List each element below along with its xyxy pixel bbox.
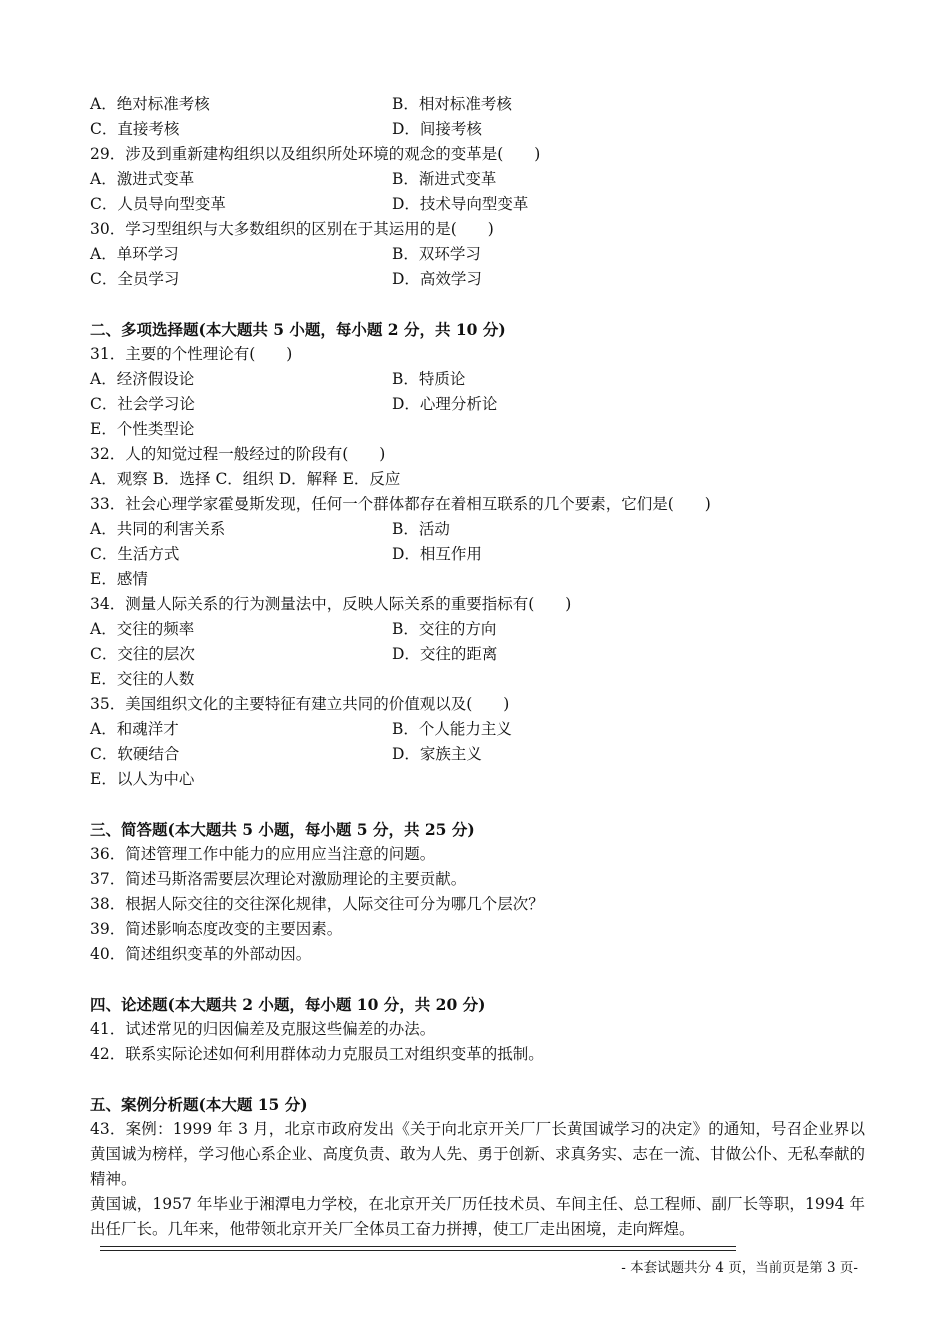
q32-options: A．观察 B．选择 C．组织 D．解释 E．反应 (90, 470, 401, 488)
option-d: D．交往的距离 (392, 645, 498, 663)
option-e: E．感情 (90, 570, 148, 588)
q39-question: 39．简述影响态度改变的主要因素。 (90, 920, 343, 938)
q30-options-row-1 (90, 242, 865, 267)
q31-stem: 31．主要的个性理论有( ) (90, 345, 293, 363)
option-a: A．激进式变革 (90, 170, 195, 188)
q35-options-row-1 (90, 717, 865, 742)
option-c: C．人员导向型变革 (90, 195, 226, 213)
option-a: A．交往的频率 (90, 620, 195, 638)
q35-stem: 35．美国组织文化的主要特征有建立共同的价值观以及( ) (90, 695, 510, 713)
q33-stem: 33．社会心理学家霍曼斯发现，任何一个群体都存在着相互联系的几个要素，它们是( ) (90, 495, 711, 513)
option-b: B．活动 (392, 520, 450, 538)
q34-stem: 34．测量人际关系的行为测量法中，反映人际关系的重要指标有( ) (90, 595, 572, 613)
q35-options-row-2 (90, 742, 865, 767)
footer-divider (100, 1246, 736, 1251)
q41-question: 41．试述常见的归因偏差及克服这些偏差的办法。 (90, 1020, 436, 1038)
q42-question: 42．联系实际论述如何利用群体动力克服员工对组织变革的抵制。 (90, 1045, 544, 1063)
q27-options-row-2 (90, 117, 865, 142)
spacer (90, 792, 865, 817)
q33-options-row-1 (90, 517, 865, 542)
section-5-heading: 五、案例分析题(本大题 15 分) (90, 1095, 308, 1114)
option-d: D．高效学习 (392, 270, 482, 288)
option-a: A．共同的利害关系 (90, 520, 226, 538)
option-d: D．相互作用 (392, 545, 482, 563)
q40-question: 40．简述组织变革的外部动因。 (90, 945, 312, 963)
option-e: E．以人为中心 (90, 770, 195, 788)
case-paragraph-2: 黄国诚，1957 年毕业于湘潭电力学校，在北京开关厂历任技术员、车间主任、总工程师、副厂长等职，1994 年出任厂长。几年来，他带领北京开关厂全体员工奋力拼搏，使工厂走出困境，走向辉煌。 (90, 1195, 865, 1238)
option-b: B．特质论 (392, 370, 466, 388)
spacer (90, 1067, 865, 1092)
option-a: A．和魂洋才 (90, 720, 179, 738)
option-e: E．交往的人数 (90, 670, 195, 688)
option-c: C．生活方式 (90, 545, 180, 563)
q37-question: 37．简述马斯洛需要层次理论对激励理论的主要贡献。 (90, 870, 467, 888)
option-c: C．全员学习 (90, 270, 180, 288)
option-b: B．相对标准考核 (392, 95, 512, 113)
q36-question: 36．简述管理工作中能力的应用应当注意的问题。 (90, 845, 436, 863)
q38-question: 38．根据人际交往的交往深化规律，人际交往可分为哪几个层次？ (90, 895, 544, 913)
option-c: C．交往的层次 (90, 645, 195, 663)
option-a: A．经济假设论 (90, 370, 195, 388)
case-paragraph-1: 43．案例：1999 年 3 月，北京市政府发出《关于向北京开关厂厂长黄国诚学习的决定》的通知，号召企业界以黄国诚为榜样，学习他心系企业、高度负责、敢为人先、勇于创新、求真务实、志在一流、甘做公仆、无私奉献的精神。 (90, 1120, 866, 1188)
option-d: D．心理分析论 (392, 395, 498, 413)
q31-options-row-2 (90, 392, 865, 417)
q34-options-row-1 (90, 617, 865, 642)
section-3-heading: 三、简答题(本大题共 5 小题，每小题 5 分，共 25 分) (90, 820, 475, 839)
page-footer: - 本套试题共分 4 页，当前页是第 3 页- (621, 1260, 858, 1276)
option-c: C．软硬结合 (90, 745, 180, 763)
option-d: D．间接考核 (392, 120, 482, 138)
q29-options-row-2 (90, 192, 865, 217)
q32-stem: 32．人的知觉过程一般经过的阶段有( ) (90, 445, 386, 463)
option-a: A．绝对标准考核 (90, 95, 210, 113)
option-a: A．单环学习 (90, 245, 179, 263)
exam-page-body (90, 92, 865, 1242)
q34-options-row-2 (90, 642, 865, 667)
q33-options-row-2 (90, 542, 865, 567)
spacer (90, 967, 865, 992)
q31-options-row-1 (90, 367, 865, 392)
q29-options-row-1 (90, 167, 865, 192)
option-b: B．个人能力主义 (392, 720, 512, 738)
q27-options-row-1 (90, 92, 865, 117)
section-2-heading: 二、多项选择题(本大题共 5 小题，每小题 2 分，共 10 分) (90, 320, 506, 339)
option-c: C．社会学习论 (90, 395, 195, 413)
spacer (90, 292, 865, 317)
q30-options-row-2 (90, 267, 865, 292)
section-4-heading: 四、论述题(本大题共 2 小题，每小题 10 分，共 20 分) (90, 995, 486, 1014)
option-d: D．技术导向型变革 (392, 195, 529, 213)
option-b: B．交往的方向 (392, 620, 497, 638)
option-b: B．双环学习 (392, 245, 481, 263)
q30-stem: 30．学习型组织与大多数组织的区别在于其运用的是( ) (90, 220, 494, 238)
option-b: B．渐进式变革 (392, 170, 497, 188)
option-c: C．直接考核 (90, 120, 180, 138)
option-d: D．家族主义 (392, 745, 482, 763)
option-e: E．个性类型论 (90, 420, 195, 438)
q29-stem: 29．涉及到重新建构组织以及组织所处环境的观念的变革是( ) (90, 145, 541, 163)
